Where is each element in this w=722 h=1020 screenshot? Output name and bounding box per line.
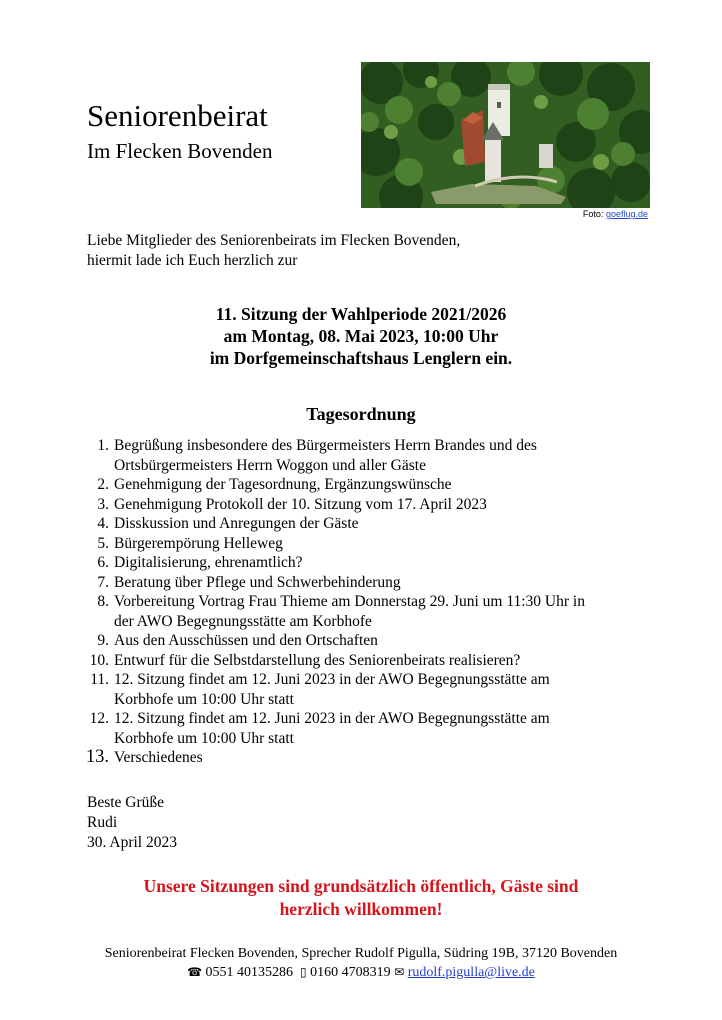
footer — [0, 945, 722, 982]
mobile-phone-icon: ▯ — [300, 965, 307, 979]
agenda-item-number: 4. — [97, 515, 109, 532]
agenda-item-text: Genehmigung der Tagesordnung, Ergänzungswünsche — [114, 476, 452, 493]
agenda-item — [82, 514, 662, 534]
agenda-item-number: 12. — [89, 710, 109, 727]
agenda-item-number: 10. — [89, 651, 109, 669]
agenda-item — [82, 553, 662, 573]
agenda-item-text: Disskussion und Anregungen der Gäste — [114, 515, 359, 532]
notice-line: Unsere Sitzungen sind grundsätzlich öffentlich, Gäste sind — [143, 876, 579, 896]
footer-email-link[interactable]: rudolf.pigulla@live.de — [407, 965, 535, 980]
agenda-item — [82, 670, 662, 709]
intro-line: hiermit lade ich Euch herzlich zur — [87, 252, 298, 269]
page-subtitle: Im Flecken Bovenden — [87, 139, 273, 163]
intro-text — [87, 231, 460, 271]
agenda-item — [82, 475, 662, 495]
page-title: Seniorenbeirat — [87, 98, 268, 133]
footer-address: Seniorenbeirat Flecken Bovenden, Sprecher Rudolf Pigulla, Südring 19B, 37120 Bovenden — [104, 946, 618, 961]
photo-credit — [520, 209, 648, 220]
agenda-item-number: 9. — [97, 632, 109, 649]
agenda-item-number: 3. — [97, 495, 109, 513]
castle-photo — [361, 62, 650, 208]
agenda-item — [82, 748, 662, 768]
agenda-item-text: Beratung über Pflege und Schwerbehinderung — [114, 573, 401, 591]
agenda-item — [82, 573, 662, 593]
agenda-item — [82, 651, 662, 671]
photo-credit-label: Foto: — [582, 209, 604, 219]
agenda-item-text: Digitalisierung, ehrenamtlich? — [114, 554, 303, 571]
footer-mobile: 0160 4708319 — [310, 965, 391, 980]
agenda-item-text: 12. Sitzung findet am 12. Juni 2023 in der AWO Begegnungsstätte am — [114, 671, 550, 688]
meeting-details — [0, 303, 722, 369]
agenda-item — [82, 592, 662, 631]
agenda-list — [82, 436, 662, 768]
agenda-item-text: Verschiedenes — [114, 749, 203, 766]
agenda-item-text: 12. Sitzung findet am 12. Juni 2023 in der AWO Begegnungsstätte am — [114, 710, 550, 727]
closing — [87, 793, 177, 853]
agenda-item-text: der AWO Begegnungsstätte am Korbhofe — [114, 612, 372, 630]
greeting: Beste Grüße — [87, 794, 165, 811]
envelope-icon: ✉ — [394, 965, 405, 979]
agenda-item-number: 1. — [97, 437, 109, 454]
agenda-heading: Tagesordnung — [306, 404, 416, 424]
agenda-item — [82, 495, 662, 515]
agenda-item — [82, 709, 662, 748]
agenda-item-text: Genehmigung Protokoll der 10. Sitzung vom 17. April 2023 — [114, 495, 487, 513]
agenda-item — [82, 534, 662, 554]
meeting-title: 11. Sitzung der Wahlperiode 2021/2026 — [215, 304, 507, 324]
agenda-item — [82, 436, 662, 475]
agenda-item — [82, 631, 662, 651]
footer-phone: 0551 40135286 — [205, 965, 294, 980]
agenda-item-number: 13. — [85, 747, 109, 767]
agenda-item-text: Ortsbürgermeisters Herrn Woggon und aller Gäste — [114, 456, 426, 474]
meeting-date: am Montag, 08. Mai 2023, 10:00 Uhr — [223, 326, 499, 346]
notice-line: herzlich willkommen! — [279, 899, 443, 919]
telephone-icon: ☎ — [187, 965, 203, 979]
agenda-item-number: 7. — [97, 573, 109, 591]
letter-date: 30. April 2023 — [87, 834, 177, 851]
agenda-item-number: 5. — [97, 534, 109, 552]
agenda-item-text: Vorbereitung Vortrag Frau Thieme am Donnerstag 29. Juni um 11:30 Uhr in — [114, 593, 585, 610]
agenda-item-number: 2. — [97, 476, 109, 493]
agenda-item-text: Entwurf für die Selbstdarstellung des Seniorenbeirats realisieren? — [114, 651, 521, 669]
agenda-item-text: Korbhofe um 10:00 Uhr statt — [114, 690, 294, 708]
agenda-item-number: 6. — [97, 554, 109, 571]
footer-contact — [0, 963, 722, 982]
agenda-item-text: Begrüßung insbesondere des Bürgermeisters Herrn Brandes und des — [114, 437, 537, 454]
agenda-item-text: Korbhofe um 10:00 Uhr statt — [114, 729, 294, 747]
photo-credit-link[interactable]: goeflug.de — [605, 209, 648, 219]
intro-line: Liebe Mitglieder des Seniorenbeirats im Flecken Bovenden, — [87, 232, 461, 249]
agenda-item-text: Aus den Ausschüssen und den Ortschaften — [114, 632, 378, 649]
agenda-item-text: Bürgerempörung Helleweg — [114, 534, 283, 552]
signature-name: Rudi — [87, 814, 118, 831]
meeting-location: im Dorfgemeinschaftshaus Lenglern ein. — [209, 348, 513, 368]
public-meeting-notice — [0, 875, 722, 921]
agenda-item-number: 11. — [90, 671, 109, 688]
agenda-item-number: 8. — [97, 593, 109, 610]
